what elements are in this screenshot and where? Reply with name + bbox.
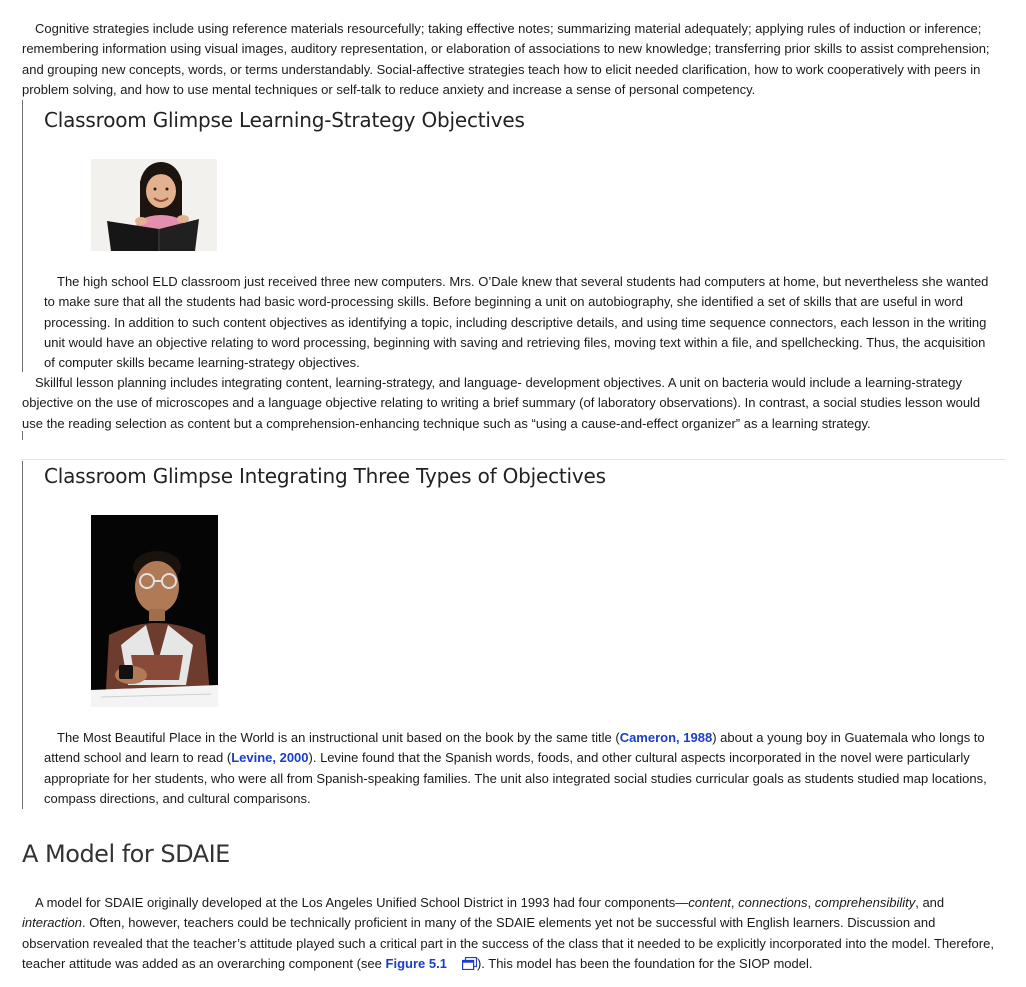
sdaie-sep-1: , (730, 895, 739, 910)
glimpse1-title: Classroom Glimpse Learning-Strategy Objectives (44, 108, 525, 132)
citation-levine-link[interactable]: Levine, 2000 (231, 750, 309, 766)
glimpse2-text (44, 728, 994, 809)
term-interaction: interaction (22, 915, 82, 931)
glimpse1-left-rule (22, 100, 23, 372)
citation-cameron-link[interactable]: Cameron, 1988 (619, 730, 713, 745)
figure-popup-icon[interactable] (449, 956, 477, 976)
glimpse1-text: The high school ELD classroom just received three new computers. Mrs. O’Dale knew that several students had computers at home, but nevertheless she wanted to make sure that all the students had basic word-processing skills. Before beginning a unit on autobiography, she identified a set of skills that are useful in word processing. In addition to such content objectives as identifying a topic, including descriptive details, and using time sequence connectors, each lesson in the writing unit would have an objective relating to word processing, beginning with saving and retrieving files, moving text within a file, and spellchecking. Thus, the acquisition of computer skills became learning-strategy objectives. (44, 274, 989, 371)
figure-5-1-link[interactable]: Figure 5.1 (385, 955, 447, 971)
sdaie-section-heading: A Model for SDAIE (22, 840, 230, 868)
section-divider (22, 459, 1006, 460)
boy-thinking-photo (91, 515, 218, 707)
intro-paragraph: Cognitive strategies include using reference materials resourcefully; taking effective notes; summarizing material adequately; applying rules of induction or inference; remembering information using visual images, auditory representation, or elaboration of associations to new knowledge; transferring prior skills to assist comprehension; and grouping new concepts, words, or terms understandably. Social-affective strategies teach how to elicit needed clarification, how to work cooperatively with peers in problem solving, and how to use mental techniques or self-talk to reduce anxiety and increase a sense of personal competency. (22, 21, 990, 97)
sdaie-text-part-1: A model for SDAIE originally developed at the Los Angeles Unified School District in 1993 had four components— (35, 895, 689, 910)
term-connections: connections (738, 895, 808, 910)
skillful-planning-paragraph: Skillful lesson planning includes integrating content, learning-strategy, and language- development objectives. A unit on bacteria would include a learning-strategy objective on the use of microscopes and a language objective relating to writing a brief summary (of laboratory observations). In contrast, a social studies lesson would use the reading selection as content but a comprehension-enhancing technique such as “using a cause-and-effect organizer” as a learning strategy. (22, 375, 981, 431)
glimpse2-text-part-1: The Most Beautiful Place in the World is an instructional unit based on the book by the same title ( (57, 730, 620, 745)
term-content: content (688, 895, 731, 910)
term-comprehensibility: comprehensibility (814, 895, 916, 910)
glimpse2-text-part-3: ). Levine found that the Spanish words, foods, and other cultural aspects incorporated in the novel were particularly appropriate for her students, who were all from Spanish-speaking families. The unit also integrated social studies curricular goals as students studied map locations, compass directions, and cultural comparisons. (44, 750, 987, 806)
sdaie-text-part-2: . Often, however, teachers could be technically proficient in many of the SDAIE elements yet not be successful with English learners. Discussion and observation revealed that the teacher’s attitude played such a critical part in the success of the class that it needed to be explicitly incorporated into the model. Therefore, teacher attitude was added as an overarching component (see (22, 915, 994, 971)
girl-reading-photo (91, 159, 217, 251)
sdaie-model-paragraph (22, 893, 1002, 976)
sdaie-sep-2: , (807, 895, 815, 910)
glimpse2-left-rule (22, 461, 23, 809)
glimpse1-rule-end (22, 431, 23, 440)
glimpse2-text-part-2: ) about a young boy in Guatemala who longs to attend school and learn to read ( (44, 730, 985, 766)
sdaie-text-part-3: ). This model has been the foundation for the SIOP model. (476, 955, 813, 971)
glimpse2-title: Classroom Glimpse Integrating Three Types of Objectives (44, 464, 606, 488)
sdaie-sep-3: , and (915, 895, 945, 910)
